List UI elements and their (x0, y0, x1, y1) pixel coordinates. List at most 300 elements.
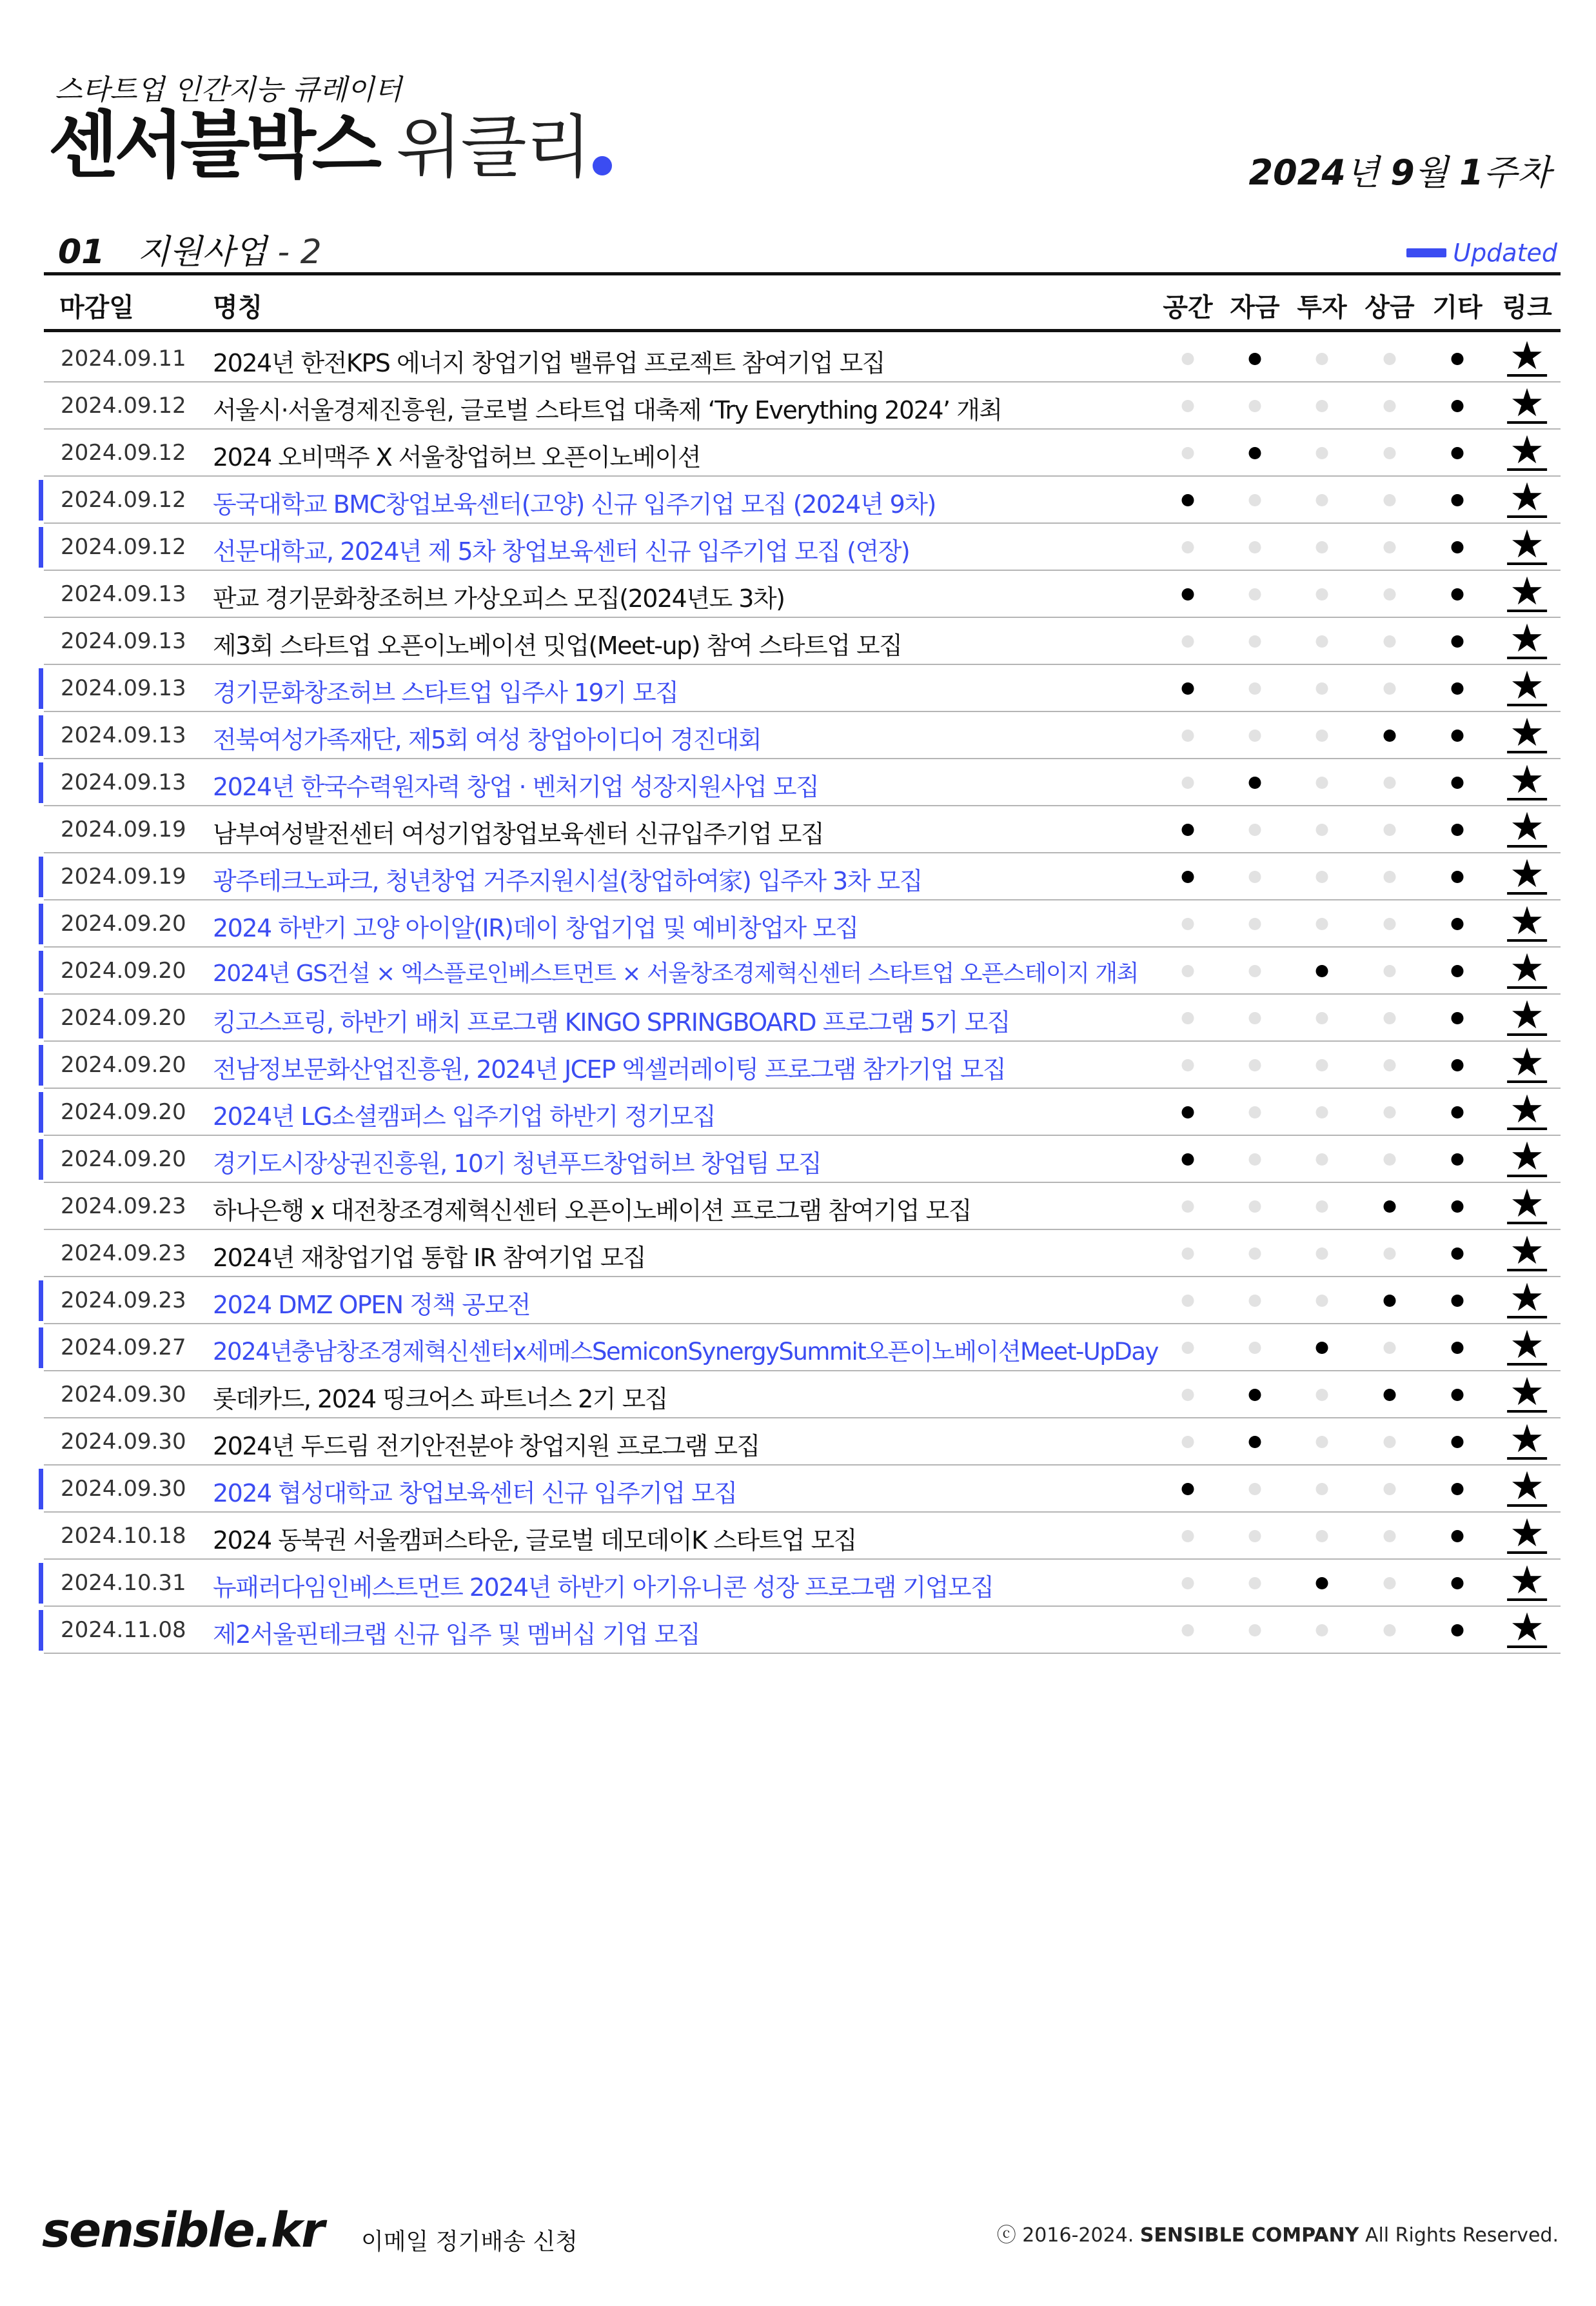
row-title: 경기도시장상권진흥원, 10기 청년푸드창업허브 창업팀 모집 (213, 1149, 822, 1178)
updated-marker (39, 1092, 43, 1133)
table-row (44, 759, 1561, 806)
column-header-prize: 상금 (1364, 293, 1415, 323)
funding-indicator (1249, 1153, 1261, 1166)
column-header-investment: 투자 (1297, 293, 1347, 323)
star-icon[interactable]: ★ (1507, 431, 1547, 471)
row-title: 전남정보문화산업진흥원, 2024년 JCEP 엑셀러레이팅 프로그램 참가기업 모집 (213, 1055, 1006, 1084)
row-deadline: 2024.09.19 (61, 864, 186, 890)
investment-indicator (1316, 1200, 1328, 1213)
column-header-funding: 자금 (1230, 293, 1280, 323)
table-row (44, 1136, 1561, 1183)
row-deadline: 2024.09.13 (61, 770, 186, 795)
funding-indicator (1249, 1247, 1261, 1260)
star-icon[interactable]: ★ (1507, 760, 1547, 800)
star-icon[interactable]: ★ (1507, 1090, 1547, 1130)
brand-name: 센서블박스 (48, 104, 378, 188)
table-top-rule (44, 272, 1561, 275)
row-title: 광주테크노파크, 청년창업 거주지원시설(창업하여家) 입주자 3차 모집 (213, 867, 922, 895)
prize-indicator (1384, 1012, 1396, 1024)
row-title: 2024년 GS건설 × 엑스플로인베스트먼트 × 서울창조경제혁신센터 스타트업 오픈스테이지 개최 (213, 960, 1138, 987)
table-row (44, 1277, 1561, 1324)
etc-indicator (1452, 494, 1464, 506)
space-indicator (1182, 1200, 1194, 1213)
updated-marker (39, 1469, 43, 1509)
etc-indicator (1452, 588, 1464, 601)
company-name: SENSIBLE COMPANY (1139, 2224, 1359, 2247)
funding-indicator (1249, 1012, 1261, 1024)
investment-indicator (1316, 1436, 1328, 1448)
space-indicator (1182, 1577, 1194, 1589)
section-suffix: - 2 (277, 233, 322, 272)
etc-indicator (1452, 1389, 1464, 1401)
footer-copyright (997, 2219, 1559, 2247)
table-row (44, 665, 1561, 712)
space-indicator (1182, 1153, 1194, 1166)
prize-indicator (1384, 1342, 1396, 1354)
table-row (44, 806, 1561, 853)
row-deadline: 2024.09.23 (61, 1240, 186, 1266)
etc-indicator (1452, 1106, 1464, 1118)
week-month: 9 (1390, 152, 1415, 193)
row-title: 하나은행 x 대전창조경제혁신센터 오픈이노베이션 프로그램 참여기업 모집 (213, 1197, 971, 1225)
brand-dot-icon (593, 156, 612, 175)
funding-indicator (1249, 777, 1261, 789)
star-icon[interactable]: ★ (1507, 1608, 1547, 1648)
row-deadline: 2024.09.13 (61, 722, 186, 748)
investment-indicator (1316, 353, 1328, 365)
etc-indicator (1452, 635, 1464, 648)
funding-indicator (1249, 1106, 1261, 1118)
week-label (1249, 145, 1551, 195)
updated-marker (39, 857, 43, 897)
prize-indicator (1384, 1530, 1396, 1542)
section-name: 지원사업 (137, 233, 267, 272)
prize-indicator (1384, 682, 1396, 695)
star-icon[interactable]: ★ (1507, 666, 1547, 706)
updated-marker (39, 1327, 43, 1368)
table-row (44, 1371, 1561, 1418)
star-icon[interactable]: ★ (1507, 713, 1547, 753)
row-deadline: 2024.10.31 (61, 1570, 186, 1596)
row-title: 2024년충남창조경제혁신센터x세메스SemiconSynergySummit오픈이노베이션Meet-UpDay (213, 1338, 1158, 1366)
column-header-link: 링크 (1502, 293, 1552, 323)
row-title: 2024년 한국수력원자력 창업 · 벤처기업 성장지원사업 모집 (213, 773, 819, 801)
week-number: 1 (1459, 152, 1484, 193)
etc-indicator (1452, 1483, 1464, 1495)
funding-indicator (1249, 1059, 1261, 1071)
table-row (44, 853, 1561, 900)
updated-marker (39, 951, 43, 991)
row-deadline: 2024.09.20 (61, 911, 186, 937)
row-deadline: 2024.09.20 (61, 1005, 186, 1031)
row-title: 2024 오비맥주 X 서울창업허브 오픈이노베이션 (213, 443, 701, 472)
prize-indicator (1384, 730, 1396, 742)
table-row (44, 1466, 1561, 1513)
prize-indicator (1384, 541, 1396, 553)
column-header-name: 명칭 (213, 293, 263, 323)
investment-indicator (1316, 494, 1328, 506)
column-header-deadline: 마감일 (59, 293, 134, 323)
etc-indicator (1452, 1012, 1464, 1024)
copyright-years: ⓒ 2016-2024. (996, 2224, 1134, 2247)
row-title: 전북여성가족재단, 제5회 여성 창업아이디어 경진대회 (213, 726, 762, 754)
etc-indicator (1452, 730, 1464, 742)
row-deadline: 2024.09.20 (61, 958, 186, 984)
updated-marker (39, 998, 43, 1039)
row-deadline: 2024.09.12 (61, 487, 186, 513)
investment-indicator (1316, 400, 1328, 412)
subscribe-link[interactable]: 이메일 정기배송 신청 (361, 2229, 578, 2255)
row-title: 판교 경기문화창조허브 가상오피스 모집(2024년도 3차) (213, 584, 785, 613)
etc-indicator (1452, 353, 1464, 365)
investment-indicator (1316, 824, 1328, 836)
star-icon[interactable]: ★ (1507, 1326, 1547, 1366)
prize-indicator (1384, 447, 1396, 459)
prize-indicator (1384, 1200, 1396, 1213)
table-row (44, 1607, 1561, 1654)
table-row (44, 618, 1561, 665)
space-indicator (1182, 1342, 1194, 1354)
row-deadline: 2024.09.30 (61, 1476, 186, 1502)
table-row (44, 477, 1561, 524)
table-row (44, 1418, 1561, 1466)
row-deadline: 2024.09.13 (61, 628, 186, 654)
investment-indicator (1316, 777, 1328, 789)
column-header-space: 공간 (1163, 293, 1213, 323)
etc-indicator (1452, 1436, 1464, 1448)
week-year-suffix: 년 (1345, 152, 1379, 193)
space-indicator (1182, 1295, 1194, 1307)
investment-indicator (1316, 918, 1328, 930)
space-indicator (1182, 1106, 1194, 1118)
updated-marker (39, 480, 43, 521)
funding-indicator (1249, 918, 1261, 930)
week-month-suffix: 월 (1414, 152, 1448, 193)
row-deadline: 2024.09.12 (61, 393, 186, 419)
etc-indicator (1452, 777, 1464, 789)
row-deadline: 2024.09.30 (61, 1429, 186, 1455)
table-header-rule (44, 329, 1561, 332)
funding-indicator (1249, 730, 1261, 742)
table-row (44, 1042, 1561, 1089)
table-row (44, 430, 1561, 477)
funding-indicator (1249, 588, 1261, 601)
table-row (44, 1089, 1561, 1136)
space-indicator (1182, 918, 1194, 930)
star-icon[interactable]: ★ (1507, 949, 1547, 989)
etc-indicator (1452, 1530, 1464, 1542)
space-indicator (1182, 1012, 1194, 1024)
star-icon[interactable]: ★ (1507, 1514, 1547, 1554)
etc-indicator (1452, 1342, 1464, 1354)
brand-weekly: 위클리 (395, 108, 591, 187)
updated-marker (39, 715, 43, 756)
star-icon[interactable]: ★ (1507, 1137, 1547, 1177)
row-deadline: 2024.09.13 (61, 675, 186, 701)
table-row (44, 995, 1561, 1042)
funding-indicator (1249, 1530, 1261, 1542)
investment-indicator (1316, 635, 1328, 648)
star-icon[interactable]: ★ (1507, 996, 1547, 1036)
star-icon[interactable]: ★ (1507, 808, 1547, 848)
prize-indicator (1384, 965, 1396, 977)
row-deadline: 2024.09.27 (61, 1335, 186, 1360)
investment-indicator (1316, 682, 1328, 695)
section-title (58, 224, 322, 273)
row-deadline: 2024.09.20 (61, 1099, 186, 1125)
footer-logo[interactable]: sensible.kr (42, 2203, 324, 2258)
prize-indicator (1384, 1106, 1396, 1118)
funding-indicator (1249, 400, 1261, 412)
week-number-suffix: 주차 (1483, 152, 1551, 193)
etc-indicator (1452, 1247, 1464, 1260)
row-deadline: 2024.09.30 (61, 1382, 186, 1407)
etc-indicator (1452, 1295, 1464, 1307)
row-deadline: 2024.09.12 (61, 440, 186, 466)
investment-indicator (1316, 1153, 1328, 1166)
etc-indicator (1452, 1200, 1464, 1213)
prize-indicator (1384, 635, 1396, 648)
prize-indicator (1384, 1624, 1396, 1636)
row-title: 동국대학교 BMC창업보육센터(고양) 신규 입주기업 모집 (2024년 9차) (213, 490, 936, 519)
updated-marker (39, 668, 43, 709)
prize-indicator (1384, 400, 1396, 412)
row-title: 2024 동북권 서울캠퍼스타운, 글로벌 데모데이K 스타트업 모집 (213, 1526, 856, 1555)
space-indicator (1182, 541, 1194, 553)
etc-indicator (1452, 1059, 1464, 1071)
etc-indicator (1452, 1624, 1464, 1636)
space-indicator (1182, 635, 1194, 648)
row-deadline: 2024.09.23 (61, 1193, 186, 1219)
space-indicator (1182, 777, 1194, 789)
space-indicator (1182, 1624, 1194, 1636)
prize-indicator (1384, 1295, 1396, 1307)
row-deadline: 2024.09.19 (61, 817, 186, 842)
section-number: 01 (58, 233, 105, 272)
prize-indicator (1384, 871, 1396, 883)
table-row (44, 1560, 1561, 1607)
space-indicator (1182, 871, 1194, 883)
table-row (44, 948, 1561, 995)
star-icon[interactable]: ★ (1507, 384, 1547, 424)
row-title: 경기문화창조허브 스타트업 입주사 19기 모집 (213, 679, 678, 707)
row-title: 2024 협성대학교 창업보육센터 신규 입주기업 모집 (213, 1479, 737, 1507)
investment-indicator (1316, 1389, 1328, 1401)
row-title: 2024년 두드림 전기안전분야 창업지원 프로그램 모집 (213, 1432, 760, 1460)
legend-swatch (1406, 248, 1446, 257)
etc-indicator (1452, 447, 1464, 459)
row-title: 2024년 재창업기업 통합 IR 참여기업 모집 (213, 1244, 646, 1272)
row-title: 제2서울핀테크랩 신규 입주 및 멤버십 기업 모집 (213, 1620, 700, 1649)
prize-indicator (1384, 918, 1396, 930)
prize-indicator (1384, 1247, 1396, 1260)
star-icon[interactable]: ★ (1507, 478, 1547, 518)
row-deadline: 2024.09.20 (61, 1146, 186, 1172)
prize-indicator (1384, 1483, 1396, 1495)
table-row (44, 1513, 1561, 1560)
legend-updated (1406, 239, 1557, 267)
etc-indicator (1452, 918, 1464, 930)
investment-indicator (1316, 1247, 1328, 1260)
star-icon[interactable]: ★ (1507, 902, 1547, 942)
prize-indicator (1384, 1059, 1396, 1071)
star-icon[interactable]: ★ (1507, 1043, 1547, 1083)
row-title: 2024 DMZ OPEN 정책 공모전 (213, 1291, 530, 1319)
funding-indicator (1249, 871, 1261, 883)
updated-marker (39, 762, 43, 803)
rights-text: All Rights Reserved. (1364, 2224, 1559, 2247)
legend-label: Updated (1453, 239, 1557, 267)
updated-marker (39, 1280, 43, 1321)
table-row (44, 1230, 1561, 1277)
space-indicator (1182, 353, 1194, 365)
space-indicator (1182, 682, 1194, 695)
row-title: 남부여성발전센터 여성기업창업보육센터 신규입주기업 모집 (213, 820, 824, 848)
etc-indicator (1452, 871, 1464, 883)
updated-marker (39, 527, 43, 568)
table-row (44, 524, 1561, 571)
funding-indicator (1249, 1483, 1261, 1495)
row-title: 2024년 한전KPS 에너지 창업기업 밸류업 프로젝트 참여기업 모집 (213, 349, 885, 377)
updated-marker (39, 904, 43, 944)
investment-indicator (1316, 541, 1328, 553)
etc-indicator (1452, 541, 1464, 553)
prize-indicator (1384, 353, 1396, 365)
funding-indicator (1249, 1200, 1261, 1213)
investment-indicator (1316, 965, 1328, 977)
star-icon[interactable]: ★ (1507, 855, 1547, 895)
star-icon[interactable]: ★ (1507, 1373, 1547, 1413)
investment-indicator (1316, 730, 1328, 742)
funding-indicator (1249, 1624, 1261, 1636)
space-indicator (1182, 588, 1194, 601)
star-icon[interactable]: ★ (1507, 1420, 1547, 1460)
star-icon[interactable]: ★ (1507, 525, 1547, 565)
etc-indicator (1452, 1577, 1464, 1589)
updated-marker (39, 1563, 43, 1604)
funding-indicator (1249, 1577, 1261, 1589)
space-indicator (1182, 1389, 1194, 1401)
star-icon[interactable]: ★ (1507, 1467, 1547, 1507)
prize-indicator (1384, 1436, 1396, 1448)
row-deadline: 2024.09.11 (61, 346, 186, 372)
investment-indicator (1316, 1295, 1328, 1307)
row-title: 서울시·서울경제진흥원, 글로벌 스타트업 대축제 ‘Try Everything 2024’ 개최 (213, 396, 1002, 424)
funding-indicator (1249, 635, 1261, 648)
funding-indicator (1249, 965, 1261, 977)
space-indicator (1182, 965, 1194, 977)
row-title: 킹고스프링, 하반기 배치 프로그램 KINGO SPRINGBOARD 프로그램 5기 모집 (213, 1008, 1010, 1037)
funding-indicator (1249, 1436, 1261, 1448)
etc-indicator (1452, 1153, 1464, 1166)
investment-indicator (1316, 1059, 1328, 1071)
row-deadline: 2024.09.23 (61, 1287, 186, 1313)
investment-indicator (1316, 1483, 1328, 1495)
row-title: 뉴패러다임인베스트먼트 2024년 하반기 아기유니콘 성장 프로그램 기업모집 (213, 1573, 994, 1602)
star-icon[interactable]: ★ (1507, 572, 1547, 612)
investment-indicator (1316, 588, 1328, 601)
space-indicator (1182, 1247, 1194, 1260)
etc-indicator (1452, 824, 1464, 836)
funding-indicator (1249, 682, 1261, 695)
star-icon[interactable]: ★ (1507, 1231, 1547, 1271)
row-deadline: 2024.11.08 (61, 1617, 186, 1643)
funding-indicator (1249, 447, 1261, 459)
table-row (44, 335, 1561, 383)
space-indicator (1182, 1059, 1194, 1071)
row-title: 2024 하반기 고양 아이알(IR)데이 창업기업 및 예비창업자 모집 (213, 914, 858, 942)
prize-indicator (1384, 1389, 1396, 1401)
investment-indicator (1316, 447, 1328, 459)
funding-indicator (1249, 1389, 1261, 1401)
prize-indicator (1384, 777, 1396, 789)
row-title: 2024년 LG소셜캠퍼스 입주기업 하반기 정기모집 (213, 1102, 716, 1131)
row-deadline: 2024.09.20 (61, 1052, 186, 1078)
funding-indicator (1249, 1295, 1261, 1307)
prize-indicator (1384, 588, 1396, 601)
star-icon[interactable]: ★ (1507, 1561, 1547, 1601)
space-indicator (1182, 1436, 1194, 1448)
etc-indicator (1452, 400, 1464, 412)
space-indicator (1182, 824, 1194, 836)
etc-indicator (1452, 965, 1464, 977)
row-title: 롯데카드, 2024 띵크어스 파트너스 2기 모집 (213, 1385, 667, 1413)
prize-indicator (1384, 494, 1396, 506)
space-indicator (1182, 400, 1194, 412)
prize-indicator (1384, 824, 1396, 836)
week-year: 2024 (1248, 152, 1346, 193)
investment-indicator (1316, 1342, 1328, 1354)
brand-subtitle: 스타트업 인간지능 큐레이터 (55, 74, 402, 106)
space-indicator (1182, 447, 1194, 459)
investment-indicator (1316, 871, 1328, 883)
star-icon[interactable]: ★ (1507, 337, 1547, 377)
column-header-etc: 기타 (1432, 293, 1483, 323)
row-title: 선문대학교, 2024년 제 5차 창업보육센터 신규 입주기업 모집 (연장) (213, 537, 910, 566)
space-indicator (1182, 1530, 1194, 1542)
table-row (44, 1324, 1561, 1371)
funding-indicator (1249, 541, 1261, 553)
row-title: 제3회 스타트업 오픈이노베이션 밋업(Meet-up) 참여 스타트업 모집 (213, 631, 902, 660)
space-indicator (1182, 1483, 1194, 1495)
funding-indicator (1249, 1342, 1261, 1354)
space-indicator (1182, 730, 1194, 742)
funding-indicator (1249, 494, 1261, 506)
table-row (44, 1183, 1561, 1230)
table-row (44, 712, 1561, 759)
row-deadline: 2024.10.18 (61, 1523, 186, 1549)
table-row (44, 900, 1561, 948)
funding-indicator (1249, 353, 1261, 365)
investment-indicator (1316, 1577, 1328, 1589)
prize-indicator (1384, 1153, 1396, 1166)
star-icon[interactable]: ★ (1507, 619, 1547, 659)
investment-indicator (1316, 1530, 1328, 1542)
updated-marker (39, 1610, 43, 1651)
row-deadline: 2024.09.13 (61, 581, 186, 607)
row-deadline: 2024.09.12 (61, 534, 186, 560)
space-indicator (1182, 494, 1194, 506)
star-icon[interactable]: ★ (1507, 1184, 1547, 1224)
investment-indicator (1316, 1012, 1328, 1024)
etc-indicator (1452, 682, 1464, 695)
funding-indicator (1249, 824, 1261, 836)
investment-indicator (1316, 1106, 1328, 1118)
updated-marker (39, 1139, 43, 1180)
updated-marker (39, 1045, 43, 1086)
star-icon[interactable]: ★ (1507, 1278, 1547, 1318)
table-row (44, 571, 1561, 618)
